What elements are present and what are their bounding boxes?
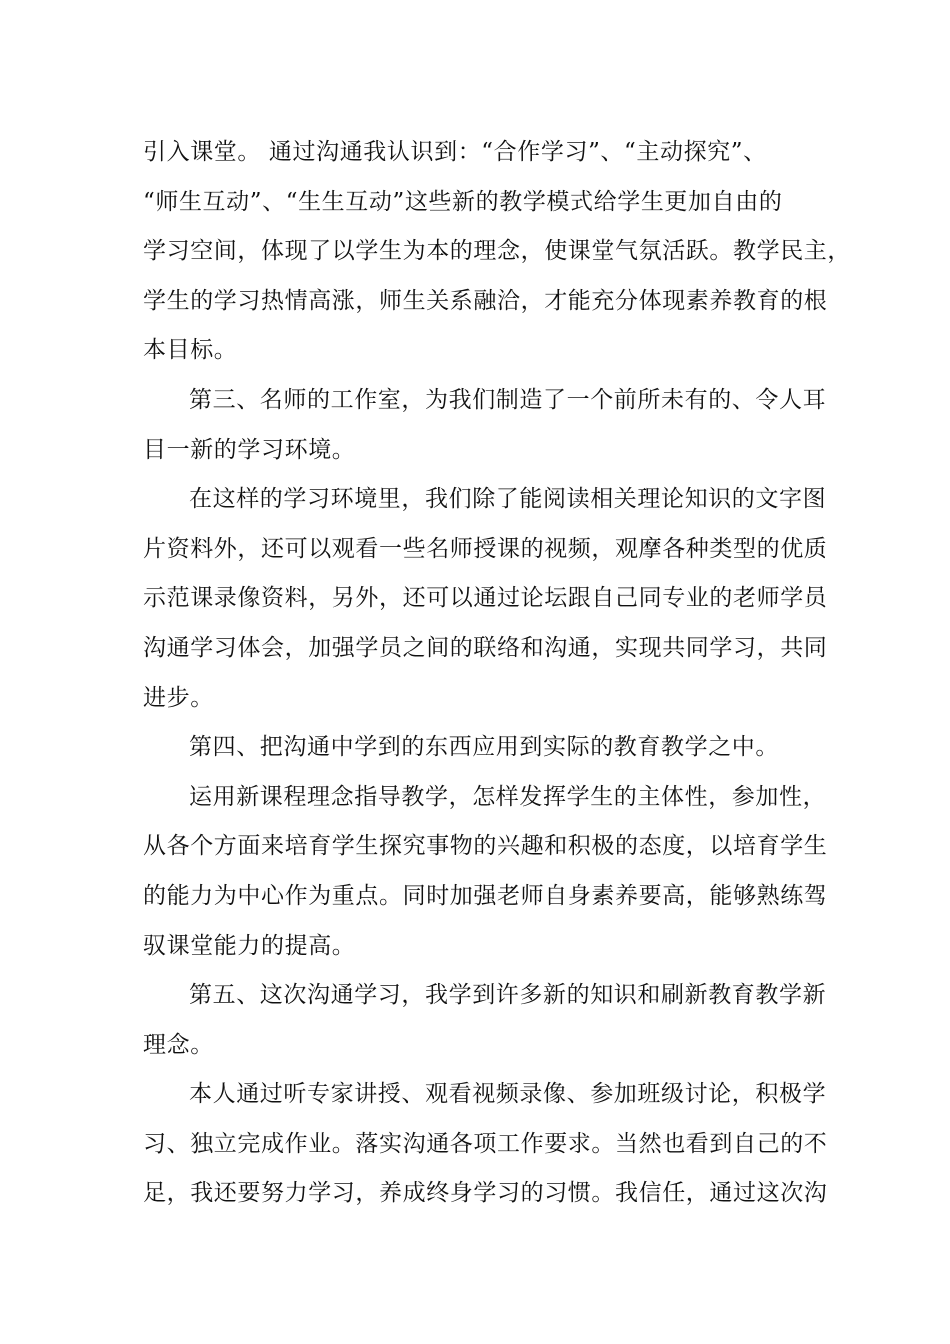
text-line: “师生互动”、“生生互动”这些新的教学模式给学生更加自由的 xyxy=(143,188,783,215)
text-line: 驭课堂能力的提高。 xyxy=(143,932,356,959)
paragraph-first-line: 第五、这次沟通学习，我学到许多新的知识和刷新教育教学新 xyxy=(189,982,827,1009)
text-line: 目一新的学习环境。 xyxy=(143,436,356,463)
text-line: 学习空间，体现了以学生为本的理念，使课堂气氛活跃。教学民主， xyxy=(143,238,851,265)
text-line: 习、独立完成作业。落实沟通各项工作要求。当然也看到自己的不 xyxy=(143,1130,828,1157)
paragraph-first-line: 在这样的学习环境里，我们除了能阅读相关理论知识的文字图 xyxy=(189,486,827,513)
text-line: 从各个方面来培育学生探究事物的兴趣和积极的态度，以培育学生 xyxy=(143,833,828,860)
document-body xyxy=(143,128,851,1219)
paragraph-first-line: 第三、名师的工作室，为我们制造了一个前所未有的、令人耳 xyxy=(189,386,827,413)
text-line: 足，我还要努力学习，养成终身学习的习惯。我信任，通过这次沟 xyxy=(143,1180,828,1207)
text-line: 示范课录像资料，另外，还可以通过论坛跟自己同专业的老师学员 xyxy=(143,585,828,612)
text-line: 理念。 xyxy=(143,1031,214,1058)
text-line: 沟通学习体会，加强学员之间的联络和沟通，实现共同学习，共同 xyxy=(143,634,828,661)
paragraph-first-line: 本人通过听专家讲授、观看视频录像、参加班级讨论，积极学 xyxy=(189,1081,827,1108)
paragraph-first-line: 运用新课程理念指导教学，怎样发挥学生的主体性，参加性， xyxy=(189,783,827,810)
text-line: 本目标。 xyxy=(143,337,238,364)
text-line: 学生的学习热情高涨，师生关系融洽，才能充分体现素养教育的根 xyxy=(143,287,828,314)
paragraph-first-line: 第四、把沟通中学到的东西应用到实际的教育教学之中。 xyxy=(189,734,779,761)
text-line: 的能力为中心作为重点。同时加强老师自身素养要高，能够熟练驾 xyxy=(143,882,828,909)
text-line: 进步。 xyxy=(143,684,214,711)
text-line: 片资料外，还可以观看一些名师授课的视频，观摩各种类型的优质 xyxy=(143,535,828,562)
text-line: 引入课堂。 通过沟通我认识到：“合作学习”、“主动探究”、 xyxy=(143,139,767,165)
